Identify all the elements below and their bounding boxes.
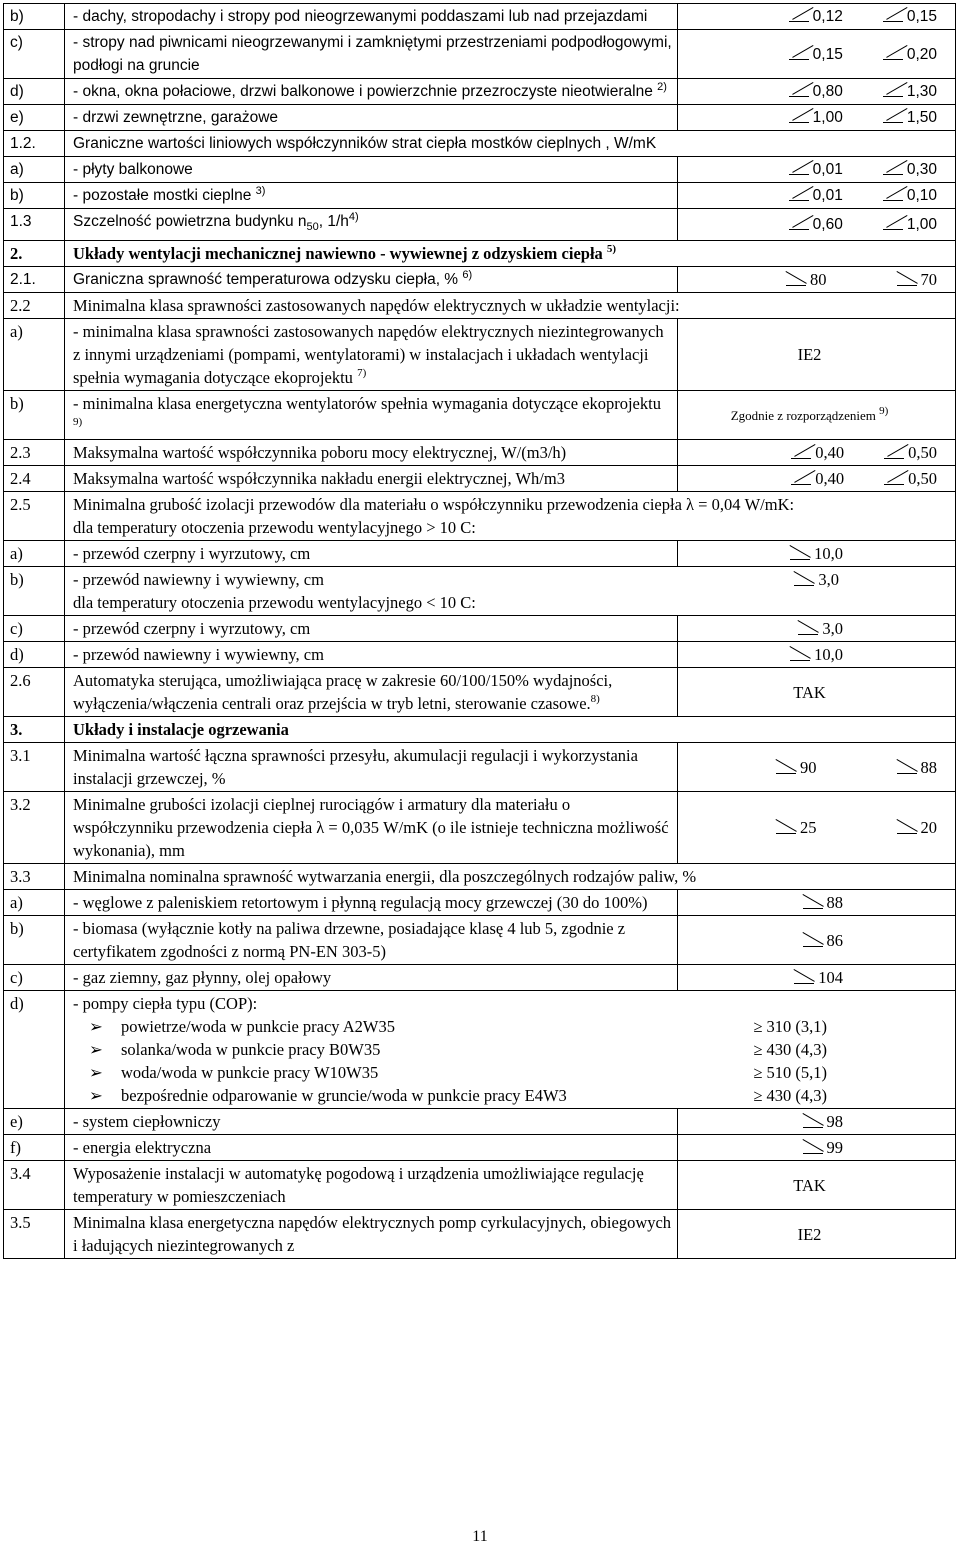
table-row: e) - system ciepłowniczy 98 (4, 1109, 956, 1135)
row-values: 25 20 (678, 792, 956, 864)
less-equal-icon (883, 160, 903, 174)
requirements-table (3, 3, 956, 1259)
less-equal-icon (789, 7, 809, 21)
row-value: TAK (678, 668, 956, 717)
less-equal-icon (789, 160, 809, 174)
row-value: TAK (678, 1161, 956, 1210)
less-equal-icon (789, 186, 809, 200)
row-description: Maksymalna wartość współczynnika poboru mocy elektrycznej, W/(m3/h) (65, 440, 678, 466)
row-value: 3,0 (678, 616, 956, 642)
less-equal-icon (883, 186, 903, 200)
table-row: 1.3 Szczelność powietrzna budynku $n_{50}$, $1/h^{4)}$ 0,60 1,00 (4, 209, 956, 241)
table-row: a) - przewód czerpny i wyrzutowy, cm 10,0 (4, 541, 956, 567)
table-row: d) - przewód nawiewny i wywiewny, cm 10,0 (4, 642, 956, 668)
section-heading: Układy i instalacje ogrzewania (65, 717, 956, 743)
greater-equal-icon (798, 620, 818, 634)
less-equal-icon (789, 45, 809, 59)
row-description: - gaz ziemny, gaz płynny, olej opałowy (65, 965, 678, 991)
table-row: b) - pozostałe mostki cieplne $^{3)}$ 0,01 0,10 (4, 183, 956, 209)
row-description: Automatyka sterująca, umożliwiająca pracę w zakresie 60/100/150% wydajności, wyłączenia/włączenia centrali oraz przejścia w tryb letni, sterowanie czasowe.$^{8)}$ (65, 668, 678, 717)
less-equal-icon (789, 108, 809, 122)
row-description: - minimalna klasa energetyczna wentylatorów spełnia wymagania dotyczące ekoprojektu $^{9)}$ (65, 391, 678, 440)
less-equal-icon (884, 444, 904, 458)
row-description: - dachy, stropodachy i stropy pod nieogrzewanymi poddaszami lub nad przejazdami (65, 4, 678, 30)
row-value: 98 (678, 1109, 956, 1135)
greater-equal-icon (786, 271, 806, 285)
table-row: 3.4 Wyposażenie instalacji w automatykę pogodową i urządzenia umożliwiające regulację temperatury w pomieszczeniach TAK (4, 1161, 956, 1210)
row-value: 99 (678, 1135, 956, 1161)
table-row: b) - dachy, stropodachy i stropy pod nieogrzewanymi poddaszami lub nad przejazdami 0,12 0,15 (4, 4, 956, 30)
row-description: Minimalna grubość izolacji przewodów dla materiału o współczynniku przewodzenia ciepła λ = 0,04 W/mK: dla temperatury otoczenia przewodu wentylacyjnego > 10 C: (65, 492, 956, 541)
list-item: ➢ powietrze/woda w punkcie pracy A2W35 ≥ 310 (3,1) (73, 1015, 951, 1038)
table-row: d) - okna, okna połaciowe, drzwi balkonowe i powierzchnie przezroczyste nieotwieralne $^{2)}$ 0,80 1,30 (4, 79, 956, 105)
row-values: 0,60 1,00 (678, 209, 956, 241)
heat-pump-list (73, 1015, 951, 1107)
row-value: 10,0 (678, 541, 956, 567)
row-value: IE2 (678, 319, 956, 391)
table-row: d) - pompy ciepła typu (COP): ➢ powietrze/woda w punkcie pracy A2W35 ≥ 310 (3,1) ➢ solanka/woda w punkcie pracy B0W35 ≥ 430 (4,3) ➢ woda/woda w punkcie pracy W10W35 ≥ 510 (5,1) ➢ bezpośrednie odparowanie w gruncie/woda w punkcie pracy E4W3 ≥ 430 (4,3) (4, 991, 956, 1109)
table-row: a) - minimalna klasa sprawności zastosowanych napędów elektrycznych niezintegrowanych z innymi urządzeniami (pompami, wentylatorami) w instalacjach i układach wentylacji spełnia wymagania dotyczące ekoprojektu $^{7)}$ IE2 (4, 319, 956, 391)
row-values: 90 88 (678, 743, 956, 792)
greater-equal-icon (897, 759, 917, 773)
table-row: f) - energia elektryczna 99 (4, 1135, 956, 1161)
less-equal-icon (883, 215, 903, 229)
row-description: - przewód czerpny i wyrzutowy, cm (65, 541, 678, 567)
less-equal-icon (791, 470, 811, 484)
greater-equal-icon (897, 271, 917, 285)
table-row: e) - drzwi zewnętrzne, garażowe 1,00 1,50 (4, 105, 956, 131)
row-values: 0,80 1,30 (678, 79, 956, 105)
table-row: 1.2. Graniczne wartości liniowych współczynników strat ciepła mostków cieplnych , W/mK (4, 131, 956, 157)
table-row: c) - przewód czerpny i wyrzutowy, cm 3,0 (4, 616, 956, 642)
row-description: - system ciepłowniczy (65, 1109, 678, 1135)
row-value: 86 (678, 916, 956, 965)
row-values: 0,01 0,10 (678, 183, 956, 209)
row-description: - przewód nawiewny i wywiewny, cm (65, 642, 678, 668)
table-row: 3.5 Minimalna klasa energetyczna napędów elektrycznych pomp cyrkulacyjnych, obiegowych i ładujących niezintegrowanych z IE2 (4, 1210, 956, 1259)
greater-equal-icon (794, 571, 814, 585)
table-row: 2.1. Graniczna sprawność temperaturowa odzysku ciepła, % $^{6)}$ 80 70 (4, 267, 956, 293)
greater-equal-icon (776, 759, 796, 773)
row-description: - przewód czerpny i wyrzutowy, cm (65, 616, 678, 642)
table-row: 3. Układy i instalacje ogrzewania (4, 717, 956, 743)
table-row: 2.4 Maksymalna wartość współczynnika nakładu energii elektrycznej, Wh/m3 0,40 0,50 (4, 466, 956, 492)
row-values: 0,40 0,50 (678, 440, 956, 466)
less-equal-icon (883, 82, 903, 96)
list-item: ➢ solanka/woda w punkcie pracy B0W35 ≥ 430 (4,3) (73, 1038, 951, 1061)
row-description: - okna, okna połaciowe, drzwi balkonowe i powierzchnie przezroczyste nieotwieralne $^{2)}$ (65, 79, 678, 105)
row-value: 88 (678, 890, 956, 916)
table-row: 3.2 Minimalne grubości izolacji cieplnej rurociągów i armatury dla materiału o współczynniku przewodzenia ciepła λ = 0,035 W/mK (o ile istnieje techniczna możliwość wykonania), mm 25 20 (4, 792, 956, 864)
table-row: 2.6 Automatyka sterująca, umożliwiająca pracę w zakresie 60/100/150% wydajności, wyłączenia/włączenia centrali oraz przejścia w tryb letni, sterowanie czasowe.$^{8)}$ TAK (4, 668, 956, 717)
table-row: 2.5 Minimalna grubość izolacji przewodów dla materiału o współczynniku przewodzenia ciepła λ = 0,04 W/mK: dla temperatury otoczenia przewodu wentylacyjnego > 10 C: (4, 492, 956, 541)
row-value: Zgodnie z rozporządzeniem $^{9)}$ (678, 391, 956, 440)
table-row: 2.3 Maksymalna wartość współczynnika poboru mocy elektrycznej, W/(m3/h) 0,40 0,50 (4, 440, 956, 466)
page-number: 11 (472, 1528, 488, 1545)
row-values: 80 70 (678, 267, 956, 293)
row-value: 10,0 (678, 642, 956, 668)
row-description: Minimalna klasa sprawności zastosowanych napędów elektrycznych w układzie wentylacji: (65, 293, 956, 319)
row-values: 0,40 0,50 (678, 466, 956, 492)
table-row: 3.1 Minimalna wartość łączna sprawności przesyłu, akumulacji regulacji i wykorzystania instalacji grzewczej, % 90 88 (4, 743, 956, 792)
section-heading: Układy wentylacji mechanicznej nawiewno - wywiewnej z odzyskiem ciepła $^{5)}$ (65, 241, 956, 267)
table-row: b) - biomasa (wyłącznie kotły na paliwa drzewne, posiadające klasę 4 lub 5, zgodnie z certyfikatem zgodności z normą PN-EN 303-5) 86 (4, 916, 956, 965)
row-description: - biomasa (wyłącznie kotły na paliwa drzewne, posiadające klasę 4 lub 5, zgodnie z certyfikatem zgodności z normą PN-EN 303-5) (65, 916, 678, 965)
row-description: - przewód nawiewny i wywiewny, cm 3,0 dla temperatury otoczenia przewodu wentylacyjnego < 10 C: (65, 567, 956, 616)
greater-equal-icon (803, 894, 823, 908)
row-description: Minimalna nominalna sprawność wytwarzania energii, dla poszczególnych rodzajów paliw, % (65, 864, 956, 890)
row-description: Minimalna wartość łączna sprawności przesyłu, akumulacji regulacji i wykorzystania instalacji grzewczej, % (65, 743, 678, 792)
list-item: ➢ bezpośrednie odparowanie w gruncie/woda w punkcie pracy E4W3 ≥ 430 (4,3) (73, 1084, 951, 1107)
greater-equal-icon (803, 1113, 823, 1127)
less-equal-icon (883, 7, 903, 21)
less-equal-icon (789, 215, 809, 229)
greater-equal-icon (794, 969, 814, 983)
row-description: - pompy ciepła typu (COP): ➢ powietrze/woda w punkcie pracy A2W35 ≥ 310 (3,1) ➢ solanka/woda w punkcie pracy B0W35 ≥ 430 (4,3) ➢ woda/woda w punkcie pracy W10W35 ≥ 510 (5,1) ➢ bezpośrednie odparowanie w gruncie/woda w punkcie pracy E4W3 ≥ 430 (4,3) (65, 991, 956, 1109)
row-description: - energia elektryczna (65, 1135, 678, 1161)
row-description: - węglowe z paleniskiem retortowym i płynną regulacją mocy grzewczej (30 do 100%) (65, 890, 678, 916)
row-value: IE2 (678, 1210, 956, 1259)
table-row: a) - węglowe z paleniskiem retortowym i płynną regulacją mocy grzewczej (30 do 100%) 88 (4, 890, 956, 916)
less-equal-icon (789, 82, 809, 96)
row-description: Graniczna sprawność temperaturowa odzysku ciepła, % $^{6)}$ (65, 267, 678, 293)
table-row: c) - gaz ziemny, gaz płynny, olej opałowy 104 (4, 965, 956, 991)
row-description: Szczelność powietrzna budynku $n_{50}$, $1/h^{4)}$ (65, 209, 678, 241)
row-description: Minimalne grubości izolacji cieplnej rurociągów i armatury dla materiału o współczynniku przewodzenia ciepła λ = 0,035 W/mK (o ile istnieje techniczna możliwość wykonania), mm (65, 792, 678, 864)
less-equal-icon (883, 45, 903, 59)
row-values: 0,12 0,15 (678, 4, 956, 30)
table-row: b) - minimalna klasa energetyczna wentylatorów spełnia wymagania dotyczące ekoprojektu $^{9)}$ Zgodnie z rozporządzeniem $^{9)}$ (4, 391, 956, 440)
table-row: b) - przewód nawiewny i wywiewny, cm 3,0 dla temperatury otoczenia przewodu wentylacyjnego < 10 C: (4, 567, 956, 616)
row-description: - drzwi zewnętrzne, garażowe (65, 105, 678, 131)
row-description: Wyposażenie instalacji w automatykę pogodową i urządzenia umożliwiające regulację temperatury w pomieszczeniach (65, 1161, 678, 1210)
greater-equal-icon (776, 819, 796, 833)
row-description: - stropy nad piwnicami nieogrzewanymi i zamkniętymi przestrzeniami podpodłogowymi, podłogi na gruncie (65, 30, 678, 79)
less-equal-icon (883, 108, 903, 122)
row-description: - płyty balkonowe (65, 157, 678, 183)
list-item: ➢ woda/woda w punkcie pracy W10W35 ≥ 510 (5,1) (73, 1061, 951, 1084)
row-description: Graniczne wartości liniowych współczynników strat ciepła mostków cieplnych , W/mK (65, 131, 956, 157)
row-description: Maksymalna wartość współczynnika nakładu energii elektrycznej, Wh/m3 (65, 466, 678, 492)
greater-equal-icon (803, 1139, 823, 1153)
row-values: 0,15 0,20 (678, 30, 956, 79)
greater-equal-icon (790, 646, 810, 660)
table-row: c) - stropy nad piwnicami nieogrzewanymi i zamkniętymi przestrzeniami podpodłogowymi, podłogi na gruncie 0,15 0,20 (4, 30, 956, 79)
table-row: 3.3 Minimalna nominalna sprawność wytwarzania energii, dla poszczególnych rodzajów paliw, % (4, 864, 956, 890)
row-description: Minimalna klasa energetyczna napędów elektrycznych pomp cyrkulacyjnych, obiegowych i ładujących niezintegrowanych z (65, 1210, 678, 1259)
table-row: a) - płyty balkonowe 0,01 0,30 (4, 157, 956, 183)
less-equal-icon (884, 470, 904, 484)
table-row: 2.2 Minimalna klasa sprawności zastosowanych napędów elektrycznych w układzie wentylacji: (4, 293, 956, 319)
row-values: 0,01 0,30 (678, 157, 956, 183)
less-equal-icon (791, 444, 811, 458)
row-description: - pozostałe mostki cieplne $^{3)}$ (65, 183, 678, 209)
row-values: 1,00 1,50 (678, 105, 956, 131)
table-row: 2. Układy wentylacji mechanicznej nawiewno - wywiewnej z odzyskiem ciepła $^{5)}$ (4, 241, 956, 267)
row-value: 104 (678, 965, 956, 991)
greater-equal-icon (897, 819, 917, 833)
greater-equal-icon (803, 932, 823, 946)
row-description: - minimalna klasa sprawności zastosowanych napędów elektrycznych niezintegrowanych z innymi urządzeniami (pompami, wentylatorami) w instalacjach i układach wentylacji spełnia wymagania dotyczące ekoprojektu $^{7)}$ (65, 319, 678, 391)
greater-equal-icon (790, 545, 810, 559)
